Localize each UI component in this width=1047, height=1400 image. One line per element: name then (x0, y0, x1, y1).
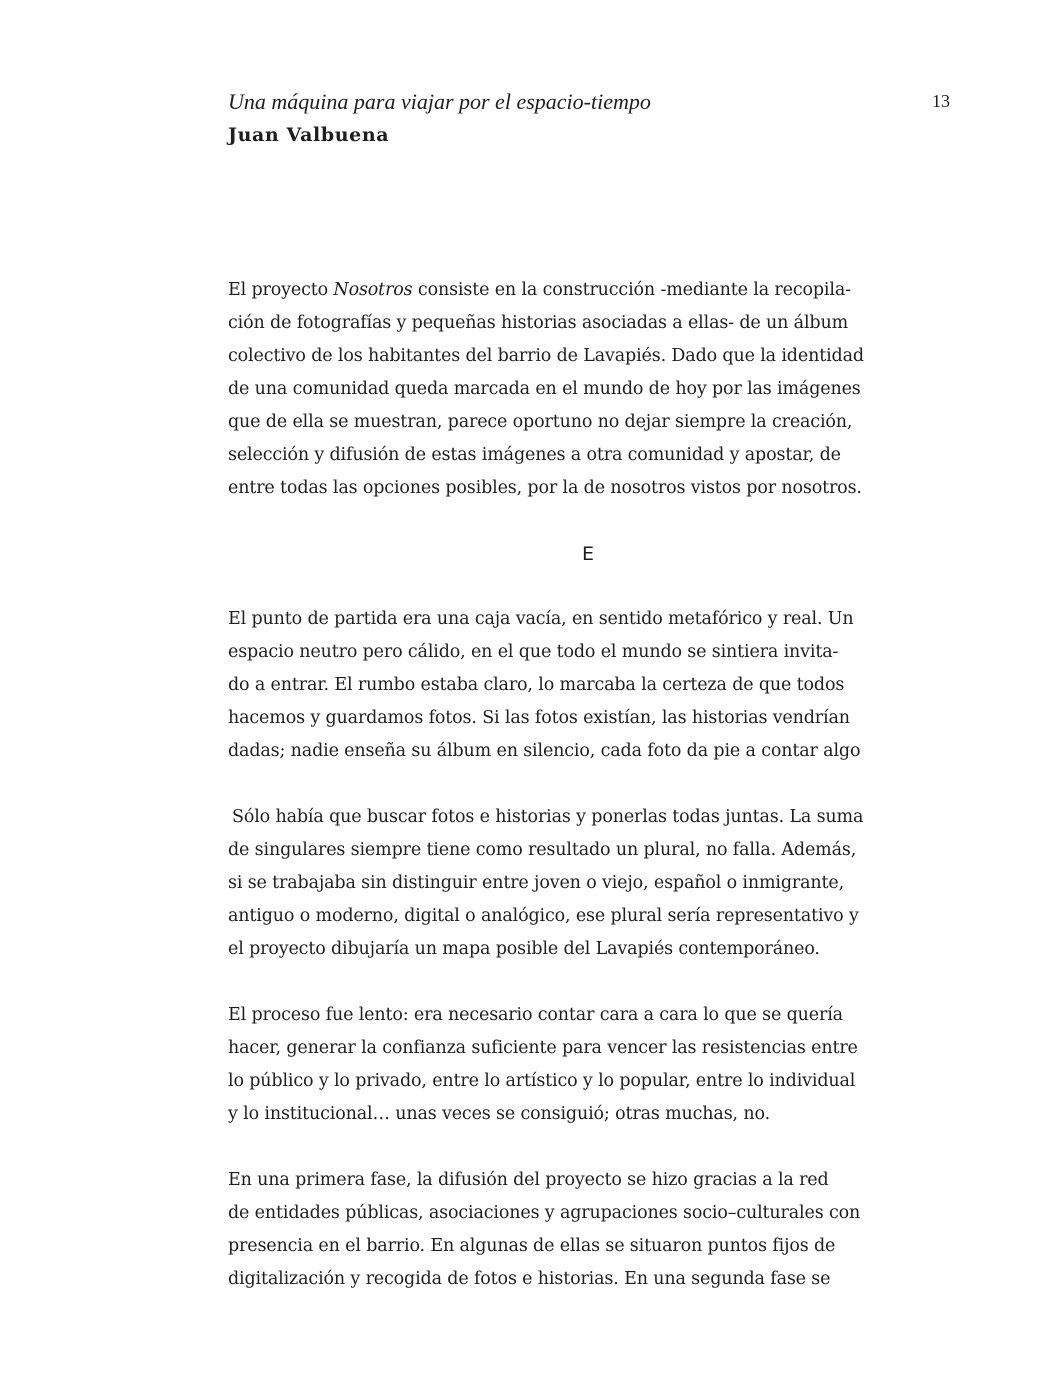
paragraph-5-line: de entidades públicas, asociaciones y agrupaciones socio–culturales con (228, 1203, 861, 1223)
paragraph-4-line: hacer, generar la confianza suficiente para vencer las resistencias entre (228, 1038, 858, 1058)
paragraph-1-line-1-end: consiste en la construcción -mediante la recopila- (412, 280, 851, 300)
paragraph-5-line: presencia en el barrio. En algunas de ellas se situaron puntos fijos de (228, 1236, 836, 1256)
paragraph-2-line: dadas; nadie enseña su álbum en silencio, cada foto da pie a contar algo (228, 741, 861, 761)
paragraph-3-line: si se trabajaba sin distinguir entre joven o viejo, español o inmigrante, (228, 873, 845, 893)
paragraph-4-line: El proceso fue lento: era necesario contar cara a cara lo que se quería (228, 1005, 843, 1025)
page-number: 13 (932, 91, 950, 111)
paragraph-3-line: el proyecto dibujaría un mapa posible del Lavapiés contemporáneo. (228, 939, 820, 959)
author-name: Juan Valbuena (228, 124, 390, 146)
paragraph-5-line: En una primera fase, la difusión del proyecto se hizo gracias a la red (228, 1170, 829, 1190)
paragraph-1-line: que de ella se muestran, parece oportuno no dejar siempre la creación, (228, 412, 853, 432)
paragraph-2-line: do a entrar. El rumbo estaba claro, lo marcaba la certeza de que todos (228, 675, 845, 695)
paragraph-1-line: entre todas las opciones posibles, por la de nosotros vistos por nosotros. (228, 478, 862, 498)
paragraph-1-line: colectivo de los habitantes del barrio de Lavapiés. Dado que la identidad (228, 346, 864, 366)
paragraph-3-line: antiguo o moderno, digital o analógico, ese plural sería representativo y (228, 906, 859, 926)
chapter-title: Una máquina para viajar por el espacio-tiempo (228, 89, 651, 114)
paragraph-3-line: de singulares siempre tiene como resultado un plural, no falla. Además, (228, 840, 857, 860)
paragraph-2-line: hacemos y guardamos fotos. Si las fotos existían, las historias vendrían (228, 708, 850, 728)
paragraph-2-line: espacio neutro pero cálido, en el que todo el mundo se sintiera invita- (228, 642, 839, 662)
paragraph-3-line: Sólo había que buscar fotos e historias y ponerlas todas juntas. La suma (232, 807, 864, 827)
paragraph-1-line-1-start: El proyecto (228, 280, 334, 300)
paragraph-1-line: ción de fotografías y pequeñas historias asociadas a ellas- de un álbum (228, 313, 849, 333)
paragraph-1-line: de una comunidad queda marcada en el mundo de hoy por las imágenes (228, 379, 861, 399)
project-name-italic: Nosotros (333, 280, 413, 300)
paragraph-5-line: digitalización y recogida de fotos e historias. En una segunda fase se (228, 1269, 831, 1289)
paragraph-2-line: El punto de partida era una caja vacía, en sentido metafórico y real. Un (228, 609, 854, 629)
paragraph-1-line-1 (228, 274, 851, 307)
paragraph-4-line: lo público y lo privado, entre lo artístico y lo popular, entre lo individual (228, 1071, 856, 1091)
paragraph-1-line: selección y difusión de estas imágenes a otra comunidad y apostar, de (228, 445, 841, 465)
paragraph-4-line: y lo institucional… unas veces se consiguió; otras muchas, no. (228, 1104, 770, 1124)
section-separator: E (582, 543, 595, 565)
